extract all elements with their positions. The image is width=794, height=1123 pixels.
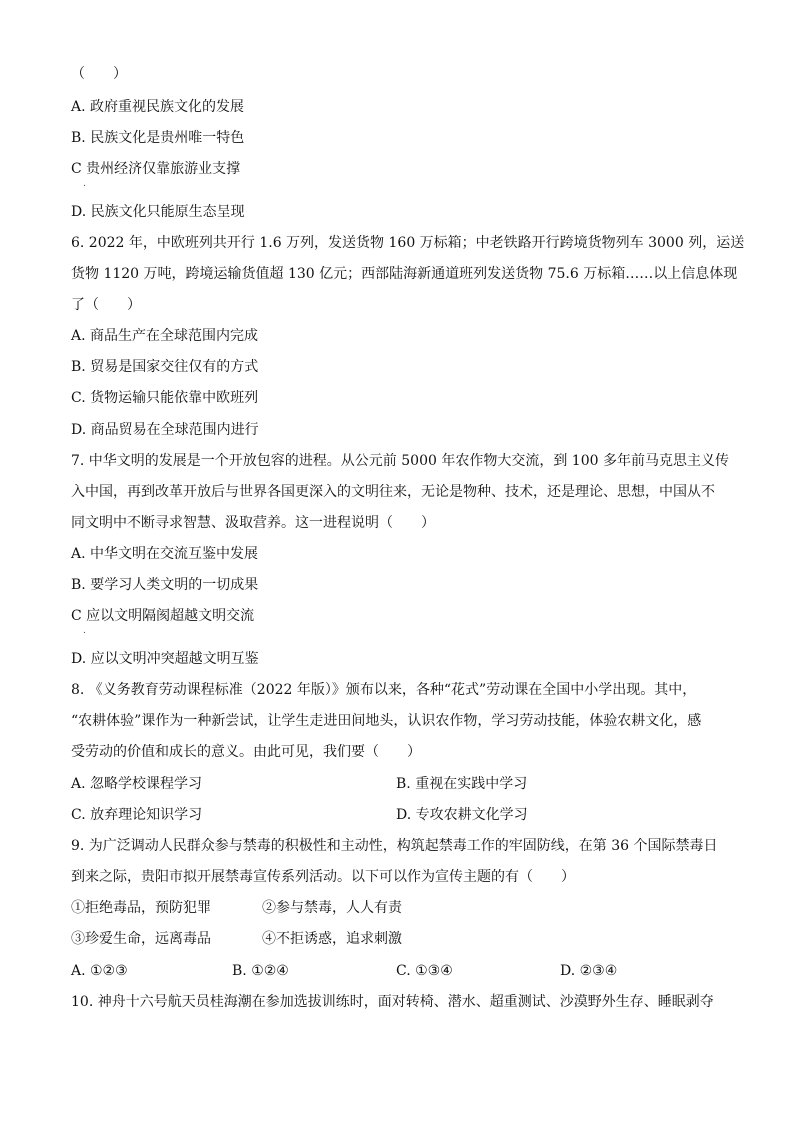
q7-stem-line: 7. 中华文明的发展是一个开放包容的进程。从公元前 5000 年农作物大交流，到 100 多年前马克思主义传 <box>71 453 729 469</box>
q8-option-a: A. 忽略学校课程学习 <box>71 776 203 792</box>
q7-stem-line: 入中国，再到改革开放后与世界各国更深入的文明往来，无论是物种、技术，还是理论、思想，中国从不 <box>71 484 715 500</box>
q6-stem-line: 了（ ） <box>71 297 141 313</box>
q6-option-c: C. 货物运输只能依靠中欧班列 <box>71 390 259 406</box>
q9-option-d: D. ②③④ <box>560 963 618 979</box>
q10-stem-line: 10. 神舟十六号航天员桂海潮在参加选拔训练时，面对转椅、潜水、超重测试、沙漠野外生存、睡眠剥夺 <box>71 994 714 1010</box>
q5-option-c: C 贵州经济仅靠旅游业支撑 <box>71 161 241 177</box>
q9-option-c: C. ①③④ <box>396 963 453 979</box>
dot-mark: . <box>83 626 86 636</box>
q5-option-d: D. 民族文化只能原生态呈现 <box>71 204 245 220</box>
q8-option-b: B. 重视在实践中学习 <box>396 776 528 792</box>
q5-option-a: A. 政府重视民族文化的发展 <box>71 99 245 115</box>
q6-option-a: A. 商品生产在全球范围内完成 <box>71 328 259 344</box>
q9-option-a: A. ①②③ <box>71 963 128 979</box>
q9-item-1: ①拒绝毒品，预防犯罪 <box>71 900 211 916</box>
q9-stem-line: 到来之际，贵阳市拟开展禁毒宣传系列活动。以下可以作为宣传主题的有（ ） <box>71 869 575 885</box>
q9-option-b: B. ①②④ <box>232 963 289 979</box>
q7-option-a: A. 中华文明在交流互鉴中发展 <box>71 546 259 562</box>
q6-option-b: B. 贸易是国家交往仅有的方式 <box>71 359 259 375</box>
q7-stem-line: 同文明中不断寻求智慧、汲取营养。这一进程说明（ ） <box>71 515 435 531</box>
q6-option-d: D. 商品贸易在全球范围内进行 <box>71 422 259 438</box>
q8-option-c: C. 放弃理论知识学习 <box>71 807 203 823</box>
q7-option-d: D. 应以文明冲突超越文明互鉴 <box>71 651 259 667</box>
q7-option-c: C 应以文明隔阂超越文明交流 <box>71 608 255 624</box>
q5-option-b: B. 民族文化是贵州唯一特色 <box>71 130 245 146</box>
q9-item-3: ③珍爱生命，远离毒品 <box>71 931 211 947</box>
q7-option-b: B. 要学习人类文明的一切成果 <box>71 577 259 593</box>
q8-stem-line: 8. 《义务教育劳动课程标准（2022 年版）》颁布以来，各种“花式”劳动课在全国中小学出现。其中， <box>71 682 697 698</box>
q9-item-4: ④不拒诱惑，追求刺激 <box>262 931 402 947</box>
q8-stem-line: “农耕体验”课作为一种新尝试，让学生走进田间地头，认识农作物，学习劳动技能，体验农耕文化，感 <box>71 713 702 729</box>
q9-item-2: ②参与禁毒，人人有责 <box>262 900 402 916</box>
q6-stem-line: 6. 2022 年，中欧班列共开行 1.6 万列，发送货物 160 万标箱；中老铁路开行跨境货物列车 3000 列，运送 <box>71 235 745 251</box>
q6-stem-line: 货物 1120 万吨，跨境运输货值超 130 亿元；西部陆海新通道班列发送货物 75.6 万标箱……以上信息体现 <box>71 266 738 282</box>
q8-option-d: D. 专攻农耕文化学习 <box>396 807 528 823</box>
q5-paren: （ ） <box>71 66 127 82</box>
q9-stem-line: 9. 为广泛调动人民群众参与禁毒的积极性和主动性，构筑起禁毒工作的牢固防线，在第 36 个国际禁毒日 <box>71 838 718 854</box>
q8-stem-line: 受劳动的价值和成长的意义。由此可见，我们要（ ） <box>71 744 421 760</box>
dot-mark: . <box>83 179 86 189</box>
